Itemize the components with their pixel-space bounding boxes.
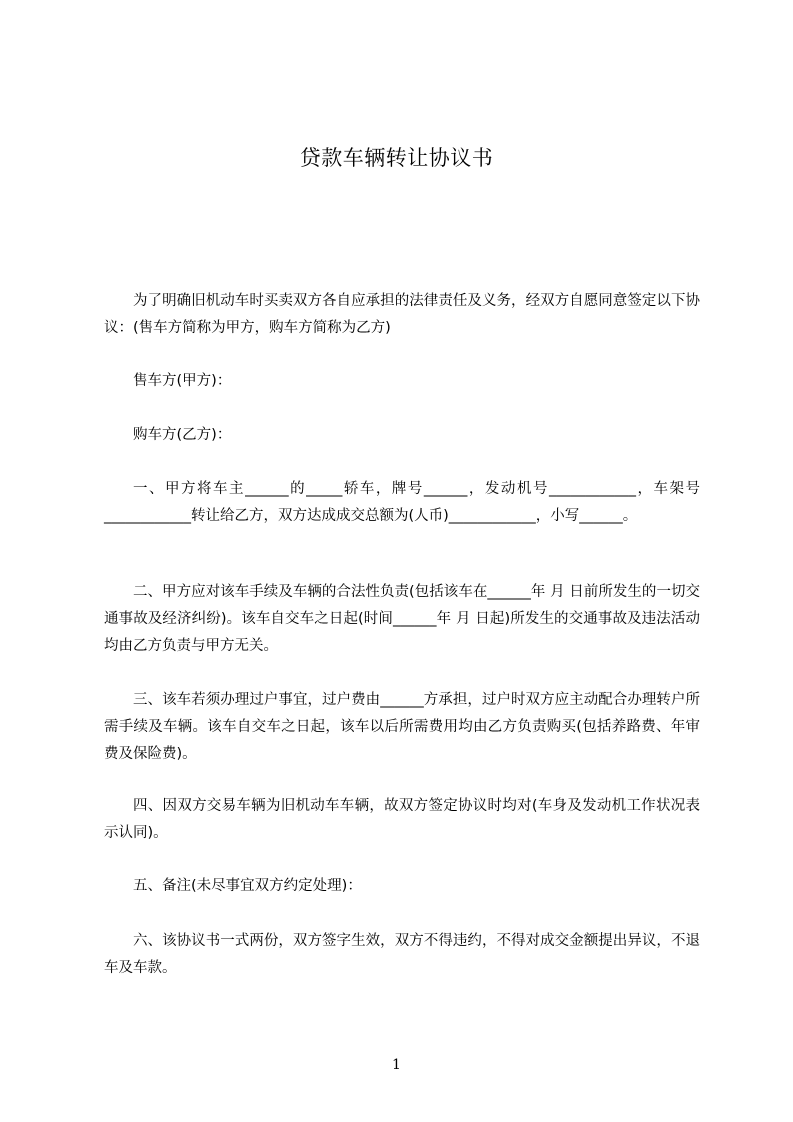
clause-2: 二、甲方应对该车手续及车辆的合法性负责(包括该车在______年 月 日前所发生的一切交通事故及经济纠纷)。该车自交车之日起(时间______年 月 日起)所发生的交通事故及违法活动均由乙方负责与甲方无关。: [104, 584, 700, 654]
clause-6: 六、该协议书一式两份，双方签字生效，双方不得违约，不得对成交金额提出异议，不退车及车款。: [104, 933, 700, 976]
buyer-line: 购车方(乙方)：: [133, 427, 232, 443]
seller-line: 售车方(甲方)：: [133, 373, 232, 389]
clause-3: 三、该车若须办理过户事宜，过户费由______方承担，过户时双方应主动配合办理转户所需手续及车辆。该车自交车之日起，该车以后所需费用均由乙方负责购买(包括养路费、年审费及保险费)。: [104, 692, 700, 762]
document-title: 贷款车辆转让协议书: [299, 146, 494, 170]
intro-paragraph: 为了明确旧机动车时买卖双方各自应承担的法律责任及义务，经双方自愿同意签定以下协议：(售车方简称为甲方，购车方简称为乙方): [104, 293, 700, 336]
clause-4: 四、因双方交易车辆为旧机动车车辆，故双方签定协议时均对(车身及发动机工作状况表示认同)。: [104, 798, 700, 841]
clause-5: 五、备注(未尽事宜双方约定处理)：: [133, 878, 362, 894]
page-number: 1: [392, 1057, 401, 1073]
clause-1: 一、甲方将车主______的_____轿车，牌号______，发动机号____________，车架号____________转让给乙方，双方达成成交总额为(人币)____________，小写______。: [104, 481, 700, 524]
